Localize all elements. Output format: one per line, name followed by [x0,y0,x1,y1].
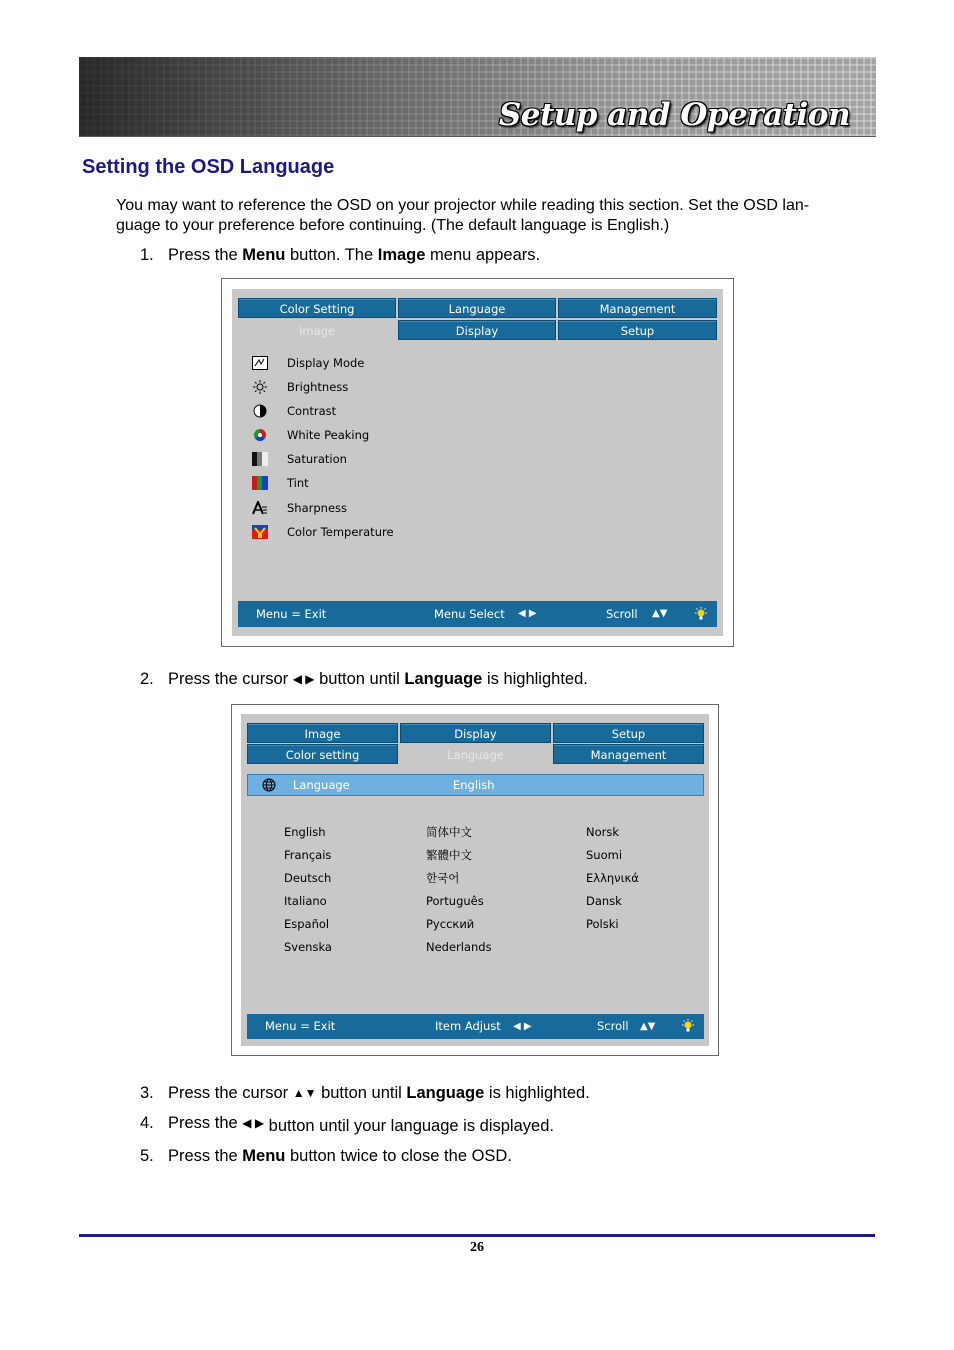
lang-option[interactable]: Nederlands [426,940,492,954]
menu-item-color-temperature[interactable]: Color Temperature [252,522,452,542]
item-adjust-hint: Item Adjust [435,1019,501,1033]
lang-option[interactable]: 한국어 [426,871,460,885]
lang-option[interactable]: 简体中文 [426,825,472,839]
lang-option[interactable]: Ελληνικά [586,871,639,885]
osd-language-panel [241,714,709,1046]
language-setting-row[interactable] [247,774,704,796]
lang-option[interactable]: English [284,825,326,839]
lamp-bulb-icon [694,607,708,621]
scroll-hint: Scroll [606,607,638,621]
saturation-gradient-icon [252,452,268,466]
tab-language[interactable]: Language [398,298,556,318]
tab-image[interactable]: Image [238,320,396,340]
osd-image-footer-bar [238,601,717,627]
tab-image[interactable]: Image [247,723,398,743]
menu-item-saturation[interactable]: Saturation [252,449,452,469]
contrast-half-circle-icon [252,404,268,418]
tab-display[interactable]: Display [398,320,556,340]
lang-option[interactable]: Deutsch [284,871,332,885]
menu-exit-hint: Menu = Exit [265,1019,336,1033]
lang-option[interactable]: Italiano [284,894,327,908]
left-right-arrows-icon: ◀ ▶ [242,1116,265,1130]
footer-divider [79,1234,875,1237]
language-current-value: English [453,778,495,792]
tint-rgb-bars-icon [252,476,268,490]
menu-exit-hint: Menu = Exit [256,607,327,621]
language-label: Language [293,778,350,792]
chapter-title: Setup and Operation [498,97,850,133]
up-down-arrows-icon: ▲▼ [640,1021,656,1032]
lang-option[interactable]: Svenska [284,940,332,954]
step-4: 4. Press the ◀ ▶ button until your language is displayed. [140,1114,554,1135]
up-down-arrows-icon: ▲▼ [652,608,668,619]
tab-color-setting[interactable]: Color setting [247,744,398,764]
step-3: 3. Press the cursor ▲▼ button until Language is highlighted. [140,1084,590,1102]
tab-language[interactable]: Language [400,744,551,764]
sharpness-letter-icon [252,501,268,515]
white-peaking-color-wheel-icon [252,428,268,442]
lang-option[interactable]: Русский [426,917,475,931]
left-right-arrows-icon: ◀ ▶ [518,608,537,619]
menu-item-white-peaking[interactable]: White Peaking [252,425,452,445]
tab-setup[interactable]: Setup [558,320,717,340]
tab-setup[interactable]: Setup [553,723,704,743]
menu-select-hint: Menu Select [434,607,505,621]
scroll-hint: Scroll [597,1019,629,1033]
osd-image-panel [232,289,723,636]
section-title: Setting the OSD Language [82,156,335,178]
osd-language-footer-bar [247,1014,704,1039]
lang-option[interactable]: Português [426,894,484,908]
intro-line-2: guage to your preference before continuing. (The default language is English.) [116,216,670,234]
page-number: 26 [470,1240,484,1255]
brightness-sun-icon [252,380,268,394]
osd-image-menu-screenshot [221,278,734,647]
tab-management[interactable]: Management [558,298,717,318]
display-mode-icon [252,356,268,370]
lang-option[interactable]: Français [284,848,332,862]
color-temperature-icon [252,525,268,539]
step-2: 2. Press the cursor ◀ ▶ button until Language is highlighted. [140,670,588,688]
header-banner [79,57,876,137]
menu-item-contrast[interactable]: Contrast [252,401,452,421]
tab-color-setting[interactable]: Color Setting [238,298,396,318]
osd-language-menu-screenshot [231,704,719,1056]
menu-item-display-mode[interactable]: Display Mode [252,353,452,373]
step-1: 1. Press the Menu button. The Image menu appears. [140,246,541,264]
up-down-arrows-icon: ▲▼ [292,1086,317,1100]
step-5: 5. Press the Menu button twice to close the OSD. [140,1147,512,1165]
tab-management[interactable]: Management [553,744,704,764]
menu-item-brightness[interactable]: Brightness [252,377,452,397]
lang-option[interactable]: Norsk [586,825,620,839]
menu-item-tint[interactable]: Tint [252,473,452,493]
left-right-arrows-icon: ◀ ▶ [513,1021,532,1032]
lamp-bulb-icon [681,1019,695,1033]
left-right-arrows-icon: ◀ ▶ [292,672,315,686]
lang-option[interactable]: 繁體中文 [426,848,472,862]
intro-paragraph [116,196,856,235]
intro-line-1: You may want to reference the OSD on your projector while reading this section. Set the OSD lan- [116,197,810,214]
lang-option[interactable]: Dansk [586,894,622,908]
lang-option[interactable]: Suomi [586,848,623,862]
tab-display[interactable]: Display [400,723,551,743]
lang-option[interactable]: Polski [586,917,619,931]
lang-option[interactable]: Español [284,917,330,931]
globe-icon [262,778,276,792]
menu-item-sharpness[interactable]: Sharpness [252,498,452,518]
